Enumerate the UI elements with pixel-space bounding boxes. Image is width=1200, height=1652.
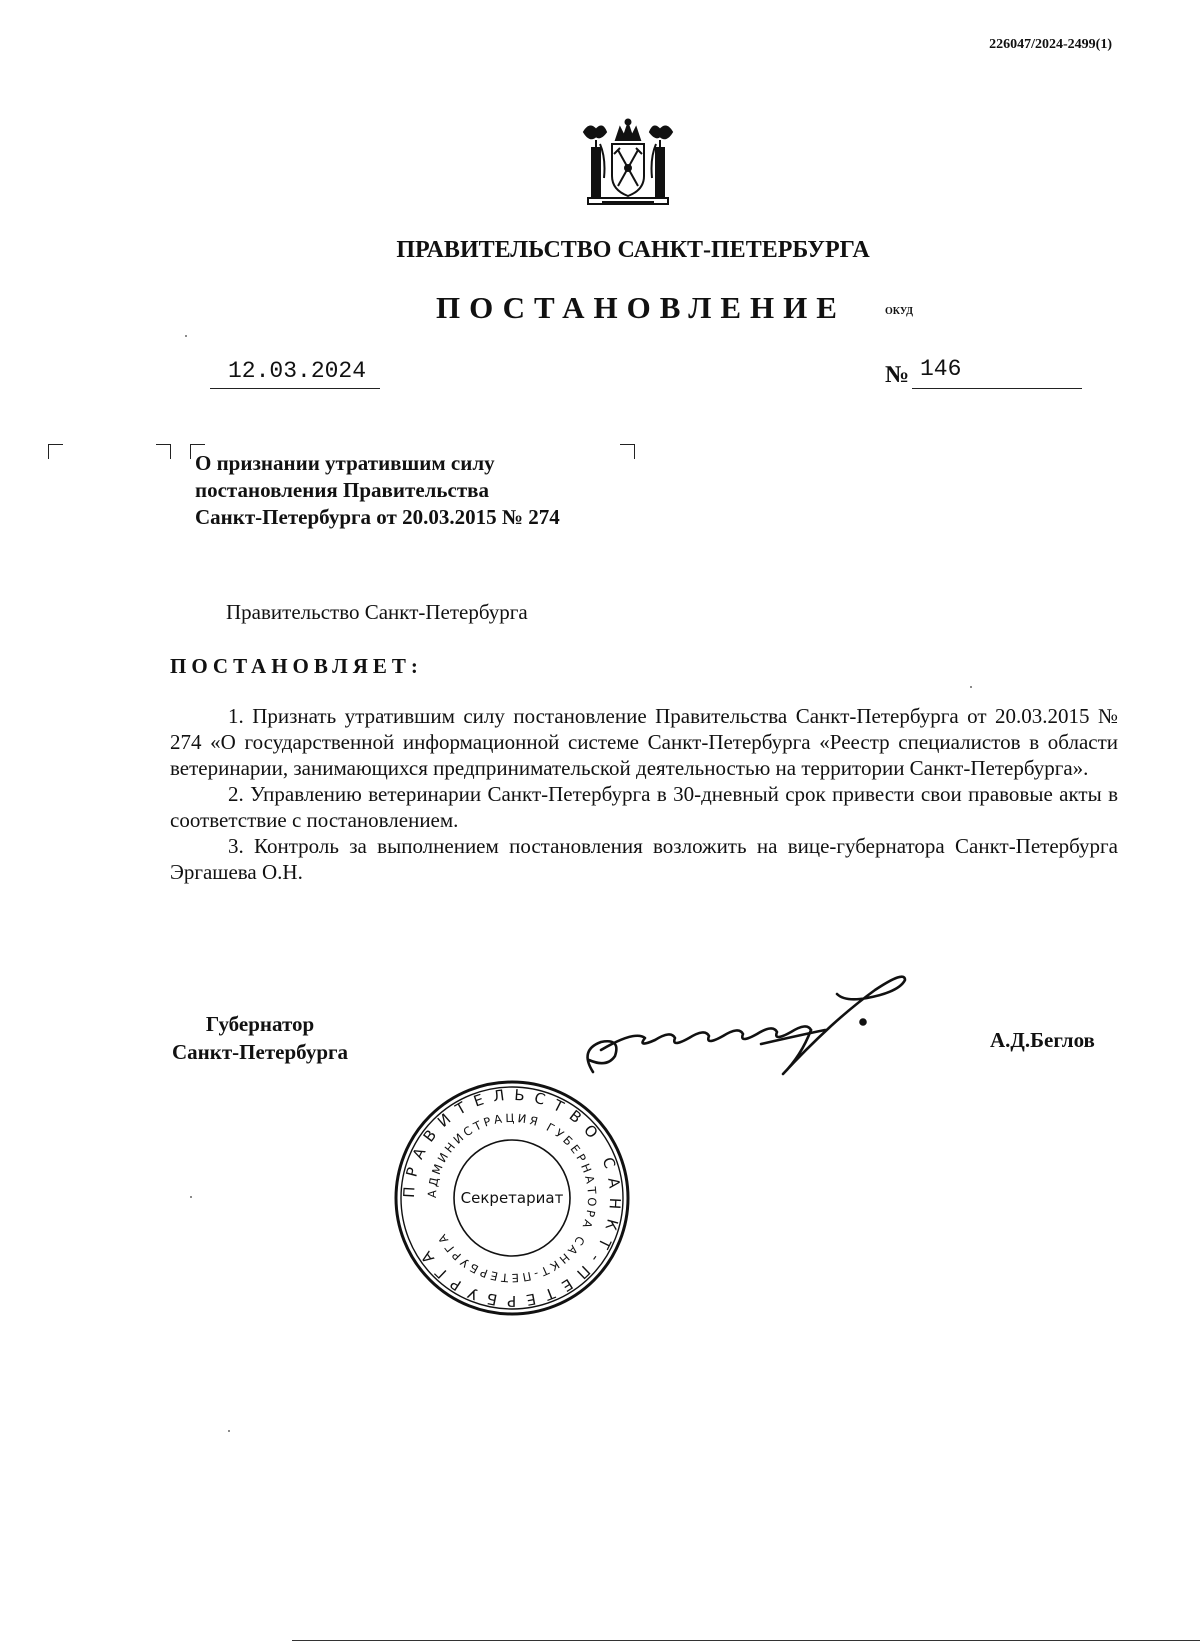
number-sign: № xyxy=(885,362,910,388)
seal-outer-text: ПРАВИТЕЛЬСТВО САНКТ-ПЕТЕРБУРГА xyxy=(399,1085,625,1311)
signatory-title-line: Санкт-Петербурга xyxy=(172,1040,349,1064)
subject-line: О признании утратившим силу xyxy=(195,451,495,475)
document-body xyxy=(170,703,1118,885)
document-subject xyxy=(195,450,560,531)
margin-corner-mark xyxy=(48,444,63,459)
okud-label: ОКУД xyxy=(885,306,914,317)
preamble: Правительство Санкт-Петербурга xyxy=(226,600,528,624)
body-paragraph: 1. Признать утратившим силу постановление Правительства Санкт-Петербурга от 20.03.2015 № 274 «О государственной информационной системе Санкт-Петербурга «Реестр специалистов в области ветеринарии, занимающихся предпринимательской деятельностью на территории Санкт-Петербурга». xyxy=(170,704,1118,780)
document-type: ПОСТАНОВЛЕНИЕ xyxy=(436,290,846,325)
scan-bottom-edge xyxy=(292,1640,1200,1641)
subject-corner-mark xyxy=(620,444,635,459)
scan-speck xyxy=(190,1196,192,1198)
coat-of-arms-icon xyxy=(580,118,676,212)
body-paragraph: 2. Управлению ветеринарии Санкт-Петербурга в 30-дневный срок привести свои правовые акты в соответствие с постановлением. xyxy=(170,782,1118,832)
scan-speck xyxy=(970,686,972,688)
seal-inner-text: АДМИНИСТРАЦИЯ ГУБЕРНАТОРА САНКТ-ПЕТЕРБУРГА xyxy=(424,1110,600,1286)
document-number: 146 xyxy=(920,356,962,382)
subject-line: постановления Правительства xyxy=(195,478,489,502)
seal-center-text: Секретариат xyxy=(460,1189,564,1207)
signatory-title xyxy=(172,1010,348,1066)
registration-number: 226047/2024-2499(1) xyxy=(989,37,1112,52)
signatory-title-line: Губернатор xyxy=(205,1012,315,1036)
subject-line: Санкт-Петербурга от 20.03.2015 № 274 xyxy=(195,505,560,529)
handwritten-signature xyxy=(575,960,920,1080)
margin-corner-mark xyxy=(156,444,171,459)
document-date: 12.03.2024 xyxy=(228,358,367,384)
decree-word: ПОСТАНОВЛЯЕТ: xyxy=(170,654,423,678)
scan-speck xyxy=(228,1430,230,1432)
body-paragraph: 3. Контроль за выполнением постановления возложить на вице-губернатора Санкт-Петербурга Эргашева О.Н. xyxy=(170,834,1118,884)
scan-speck xyxy=(185,335,187,337)
official-seal xyxy=(392,1078,632,1318)
government-title: ПРАВИТЕЛЬСТВО САНКТ-ПЕТЕРБУРГА xyxy=(396,237,870,263)
signatory-name: А.Д.Беглов xyxy=(990,1028,1095,1052)
